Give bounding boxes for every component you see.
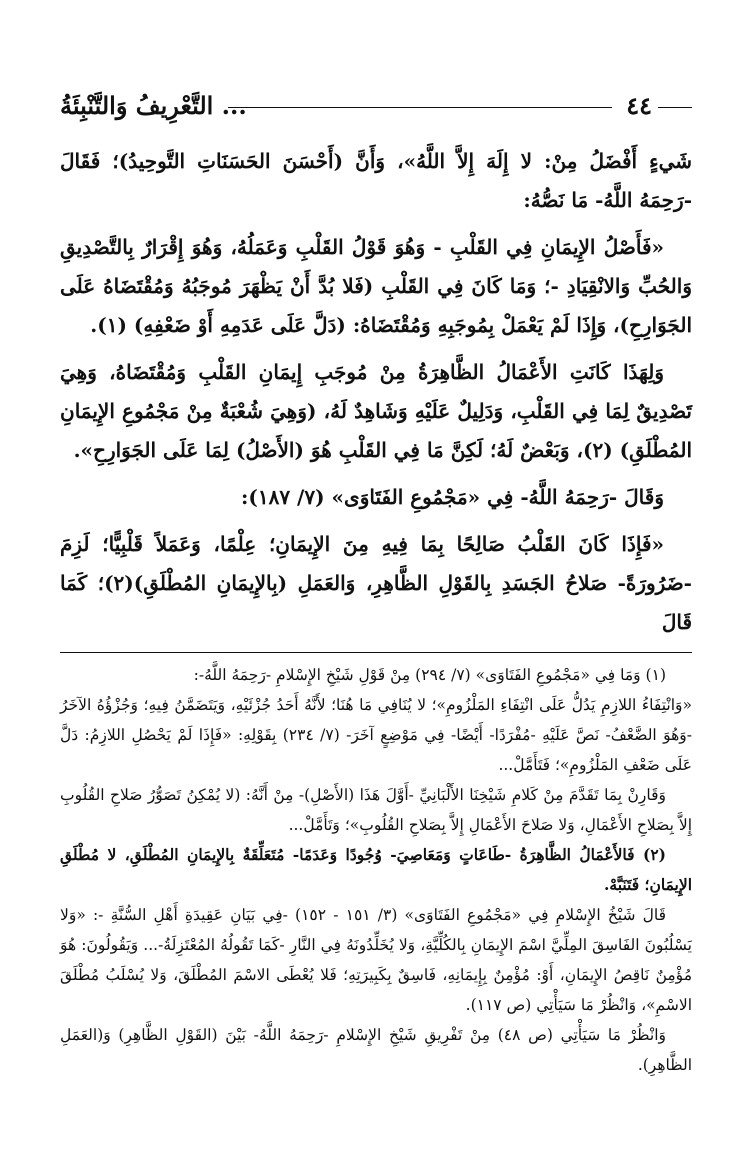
footnote-separator [60, 652, 692, 653]
running-header [60, 88, 692, 124]
footnotes [60, 660, 692, 1080]
paragraph-1: شَيءٍ أَفْضَلُ مِنْ: لا إِلَهَ إِلاَّ اللَّهُ»، وَأَنَّ (أَحْسَنَ الحَسَنَاتِ التَّوحِيدُ)؛ فَقَالَ -رَحِمَهُ اللَّهُ- مَا نَصُّهُ: [60, 149, 692, 212]
header-rule [228, 107, 612, 108]
header-rule-short [658, 107, 692, 108]
footnote-2-reference: وَانْظُرْ مَا سَيَأْتِي (ص ٤٨) مِنْ تَفْرِيقِ شَيْخِ الإِسْلامِ -رَحِمَهُ اللَّهُ- بَيْنَ (القَوْلِ الظَّاهِرِ) وَ(العَمَلِ الظَّاهِرِ). [60, 1026, 692, 1074]
paragraph-4: وَقَالَ -رَحِمَهُ اللَّهُ- فِي «مَجْمُوعِ الفَتَاوَى» (٧/ ١٨٧): [240, 485, 664, 509]
paragraph-2: «فَأَصْلُ الإِيمَانِ فِي القَلْبِ - وَهُوَ قَوْلُ القَلْبِ وَعَمَلُهُ، وَهُوَ إِقْرَارٌ بِالتَّصْدِيقِ وَالحُبِّ وَالانْقِيَادِ -؛ وَمَا كَانَ فِي القَلْبِ (فَلا بُدَّ أَنْ يَظْهَرَ مُوجَبُهُ وَمُقْتَضَاهُ عَلَى الجَوَارِحِ)، وَإِذَا لَمْ يَعْمَلْ بِمُوجَبِهِ وَمُقْتَضَاهُ: (دَلَّ عَلَى عَدَمِهِ أَوْ ضَعْفِهِ) (١). [60, 235, 692, 337]
footnote-1-intro: (١) وَمَا فِي «مَجْمُوعِ الفَتَاوَى» (٧/ ٢٩٤) مِنْ قَوْلِ شَيْخِ الإِسْلامِ -رَحِمَهُ اللَّهُ-: [193, 666, 666, 684]
page-number: ٤٤ [626, 91, 652, 120]
footnote-1-body: «وَانْتِفَاءُ اللازِمِ يَدُلُّ عَلَى انْتِفَاءِ المَلْزُومِ»؛ لا يُنَافِي مَا هُنَا؛ لأَنَّهُ أَحَدُ جُزْئَيْهِ، وَيَتَضَمَّنُ فِيهِ؛ وَجُزْؤُهُ الآخَرُ -وَهُوَ الضَّعْفُ- نَصَّ عَلَيْهِ -مُفْرَدًا- أَيْضًا- فِي مَوْضِعٍ آخَرَ- (٧/ ٢٣٤) بِقَوْلِهِ: «فَإِذَا لَمْ يَحْصُلِ اللازِمُ: دَلَّ عَلَى ضَعْفِ المَلْزُومِ»؛ فَتَأَمَّلْ... [60, 696, 692, 774]
paragraph-5: «فَإِذَا كَانَ القَلْبُ صَالِحًا بِمَا فِيهِ مِنَ الإِيمَانِ؛ عِلْمًا، وَعَمَلاً قَلْبِيًّا؛ لَزِمَ -ضَرُورَةً- صَلاحُ الجَسَدِ بِالقَوْلِ الظَّاهِرِ، وَالعَمَلِ (بِالإِيمَانِ المُطْلَقِ)(٢)؛ كَمَا قَالَ [60, 532, 692, 634]
footnote-2: (٢) فَالأَعْمَالُ الظَّاهِرَةُ -طَاعَاتٍ وَمَعَاصِيَ- وُجُودًا وَعَدَمًا- مُتَعَلِّقَةٌ بِالإِيمَانِ المُطْلَقِ، لا مُطْلَقِ الإِيمَانِ؛ فَتَنَبَّهْ. [60, 845, 692, 894]
paragraph-3: وَلِهَذَا كَانَتِ الأَعْمَالُ الظَّاهِرَةُ مِنْ مُوجَبِ إِيمَانِ القَلْبِ وَمُقْتَضَاهُ، وَهِيَ تَصْدِيقٌ لِمَا فِي القَلْبِ، وَدَلِيلٌ عَلَيْهِ وَشَاهِدٌ لَهُ، (وَهِيَ شُعْبَةٌ مِنْ مَجْمُوعِ الإِيمَانِ المُطْلَقِ) (٢)، وَبَعْضٌ لَهُ؛ لَكِنَّ مَا فِي القَلْبِ هُوَ (الأَصْلُ) لِمَا عَلَى الجَوَارِحِ». [60, 360, 692, 462]
main-text [60, 142, 692, 650]
footnote-2-quote: قَالَ شَيْخُ الإِسْلامِ فِي «مَجْمُوعِ الفَتَاوَى» (٣/ ١٥١ - ١٥٢) -فِي بَيَانِ عَقِيدَةِ أَهْلِ السُّنَّةِ -: «وَلا يَسْلُبُونَ الفَاسِقَ المِلِّيَّ اسْمَ الإِيمَانِ بِالكُلِّيَّةِ، وَلا يُخَلِّدُونَهُ فِي النَّارِ -كَمَا تَقُولُهُ المُعْتَزِلَةُ-... وَيَقُولُونَ: هُوَ مُؤْمِنٌ نَاقِصُ الإِيمَانِ، أَوْ: مُؤْمِنٌ بِإِيمَانِهِ، فَاسِقٌ بِكَبِيرَتِهِ؛ فَلا يُعْطَى الاسْمَ المُطْلَقَ، وَلا يُسْلَبُ مُطْلَقَ الاسْمِ»، وَانْظُرْ مَا سَيَأْتِي (ص ١١٧). [60, 906, 692, 1014]
header-title: التَّعْرِيفُ وَالتَّنْبِئَةُ ... [60, 91, 247, 120]
footnote-1-compare: وَقَارِنْ بِمَا تَقَدَّمَ مِنْ كَلامِ شَيْخِنَا الأَلْبَانِيِّ -أَوَّلَ هَذَا (الأَصْلِ)- مِنْ أَنَّهُ: (لا يُمْكِنُ تَصَوُّرُ صَلاحِ القُلُوبِ إِلاَّ بِصَلاحِ الأَعْمَالِ، وَلا صَلاحَ الأَعْمَالِ إِلاَّ بِصَلاحِ القُلُوبِ»؛ وَتَأَمَّلْ... [60, 786, 692, 834]
